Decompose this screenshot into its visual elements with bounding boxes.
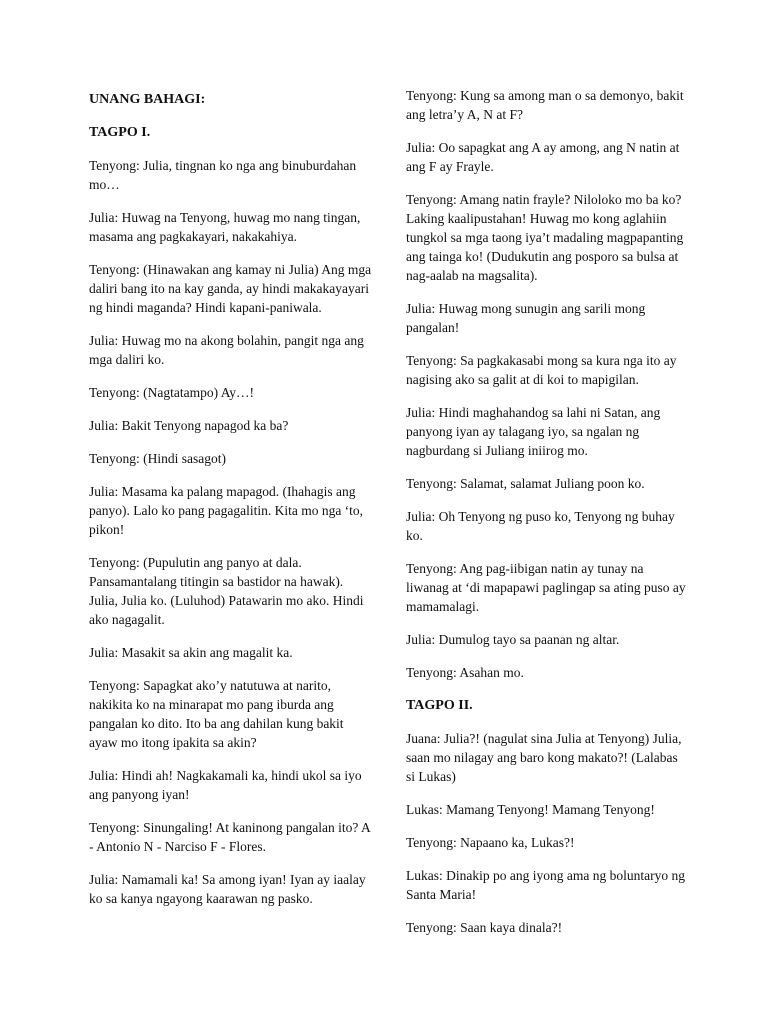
dialogue-paragraph: Tenyong: (Pupulutin ang panyo at dala. Pansamantalang titingin sa bastidor na hawak). Julia, Julia ko. (Luluhod) Patawarin mo ako. Hindi ako nagagalit. bbox=[89, 555, 364, 627]
dialogue-paragraph: Tenyong: Sinungaling! At kaninong pangalan ito? A - Antonio N - Narciso F - Flores. bbox=[89, 820, 371, 854]
dialogue-paragraph: Tenyong: Sa pagkakasabi mong sa kura nga ito ay nagising ako sa galit at di koi to mapigilan. bbox=[406, 353, 677, 387]
dialogue-paragraph: Tenyong: Ang pag-iibigan natin ay tunay na liwanag at ‘di mapapawi paglingap sa ating puso ay mamamalagi. bbox=[406, 561, 686, 614]
dialogue-paragraph: Tenyong: Julia, tingnan ko nga ang binuburdahan mo… bbox=[89, 158, 357, 192]
dialogue-paragraph: Julia: Namamali ka! Sa among iyan! Iyan ay iaalay ko sa kanya ngayong kaarawan ng pasko. bbox=[89, 872, 366, 906]
dialogue-paragraph: Julia: Oh Tenyong ng puso ko, Tenyong ng buhay ko. bbox=[406, 509, 675, 543]
part-heading: UNANG BAHAGI: bbox=[89, 92, 206, 107]
dialogue-paragraph: Tenyong: (Nagtatampo) Ay…! bbox=[89, 385, 255, 400]
dialogue-paragraph: Tenyong: (Hindi sasagot) bbox=[89, 451, 227, 466]
dialogue-paragraph: Julia: Oo sapagkat ang A ay among, ang N natin at ang F ay Frayle. bbox=[406, 140, 680, 174]
dialogue-paragraph: Tenyong: (Hinawakan ang kamay ni Julia) Ang mga daliri bang ito na kay ganda, ay hindi makakayayari ng hindi maganda? Hindi kapani-paniwala. bbox=[89, 262, 372, 315]
scene-heading: TAGPO I. bbox=[89, 125, 151, 140]
dialogue-paragraph: Tenyong: Kung sa among man o sa demonyo, bakit ang letra’y A, N at F? bbox=[406, 88, 684, 122]
right-column bbox=[406, 86, 688, 951]
dialogue-paragraph: Julia: Masakit sa akin ang magalit ka. bbox=[89, 645, 293, 660]
dialogue-paragraph: Julia: Masama ka palang mapagod. (Ihahagis ang panyo). Lalo ko pang pagagalitin. Kita mo nga ‘to, pikon! bbox=[89, 484, 364, 537]
left-column bbox=[89, 86, 375, 922]
dialogue-paragraph: Julia: Dumulog tayo sa paanan ng altar. bbox=[406, 632, 620, 647]
dialogue-paragraph: Lukas: Dinakip po ang iyong ama ng boluntaryo ng Santa Maria! bbox=[406, 868, 685, 902]
dialogue-paragraph: Lukas: Mamang Tenyong! Mamang Tenyong! bbox=[406, 802, 655, 817]
dialogue-paragraph: Tenyong: Salamat, salamat Juliang poon ko. bbox=[406, 476, 645, 491]
dialogue-paragraph: Tenyong: Sapagkat ako’y natutuwa at narito, nakikita ko na minarapat mo pang iburda ang pangalan ko dito. Ito ba ang dahilan kung bakit ayaw mo itong ipakita sa akin? bbox=[89, 678, 344, 750]
scene-heading: TAGPO II. bbox=[406, 698, 473, 713]
dialogue-paragraph: Tenyong: Saan kaya dinala?! bbox=[406, 920, 563, 935]
dialogue-paragraph: Juana: Julia?! (nagulat sina Julia at Tenyong) Julia, saan mo nilagay ang baro kong makato?! (Lalabas si Lukas) bbox=[406, 731, 682, 784]
dialogue-paragraph: Julia: Hindi ah! Nagkakamali ka, hindi ukol sa iyo ang panyong iyan! bbox=[89, 768, 362, 802]
dialogue-paragraph: Tenyong: Napaano ka, Lukas?! bbox=[406, 835, 575, 850]
dialogue-paragraph: Julia: Huwag mong sunugin ang sarili mong pangalan! bbox=[406, 301, 646, 335]
dialogue-paragraph: Tenyong: Amang natin frayle? Niloloko mo ba ko? Laking kaalipustahan! Huwag mo kong aglahiin tungkol sa mga taong iya’t madaling magpapanting ang tainga ko! (Dudukutin ang posporo sa bulsa at nag-aalab na magsalita). bbox=[406, 192, 684, 283]
dialogue-paragraph: Julia: Hindi maghahandog sa lahi ni Satan, ang panyong iyan ay talagang iyo, sa ngalan ng nagburdang si Juliang iniirog mo. bbox=[406, 405, 661, 458]
dialogue-paragraph: Julia: Bakit Tenyong napagod ka ba? bbox=[89, 418, 289, 433]
dialogue-paragraph: Julia: Huwag na Tenyong, huwag mo nang tingan, masama ang pagkakayari, nakakahiya. bbox=[89, 210, 361, 244]
dialogue-paragraph: Julia: Huwag mo na akong bolahin, pangit nga ang mga daliri ko. bbox=[89, 333, 364, 367]
dialogue-paragraph: Tenyong: Asahan mo. bbox=[406, 665, 524, 680]
